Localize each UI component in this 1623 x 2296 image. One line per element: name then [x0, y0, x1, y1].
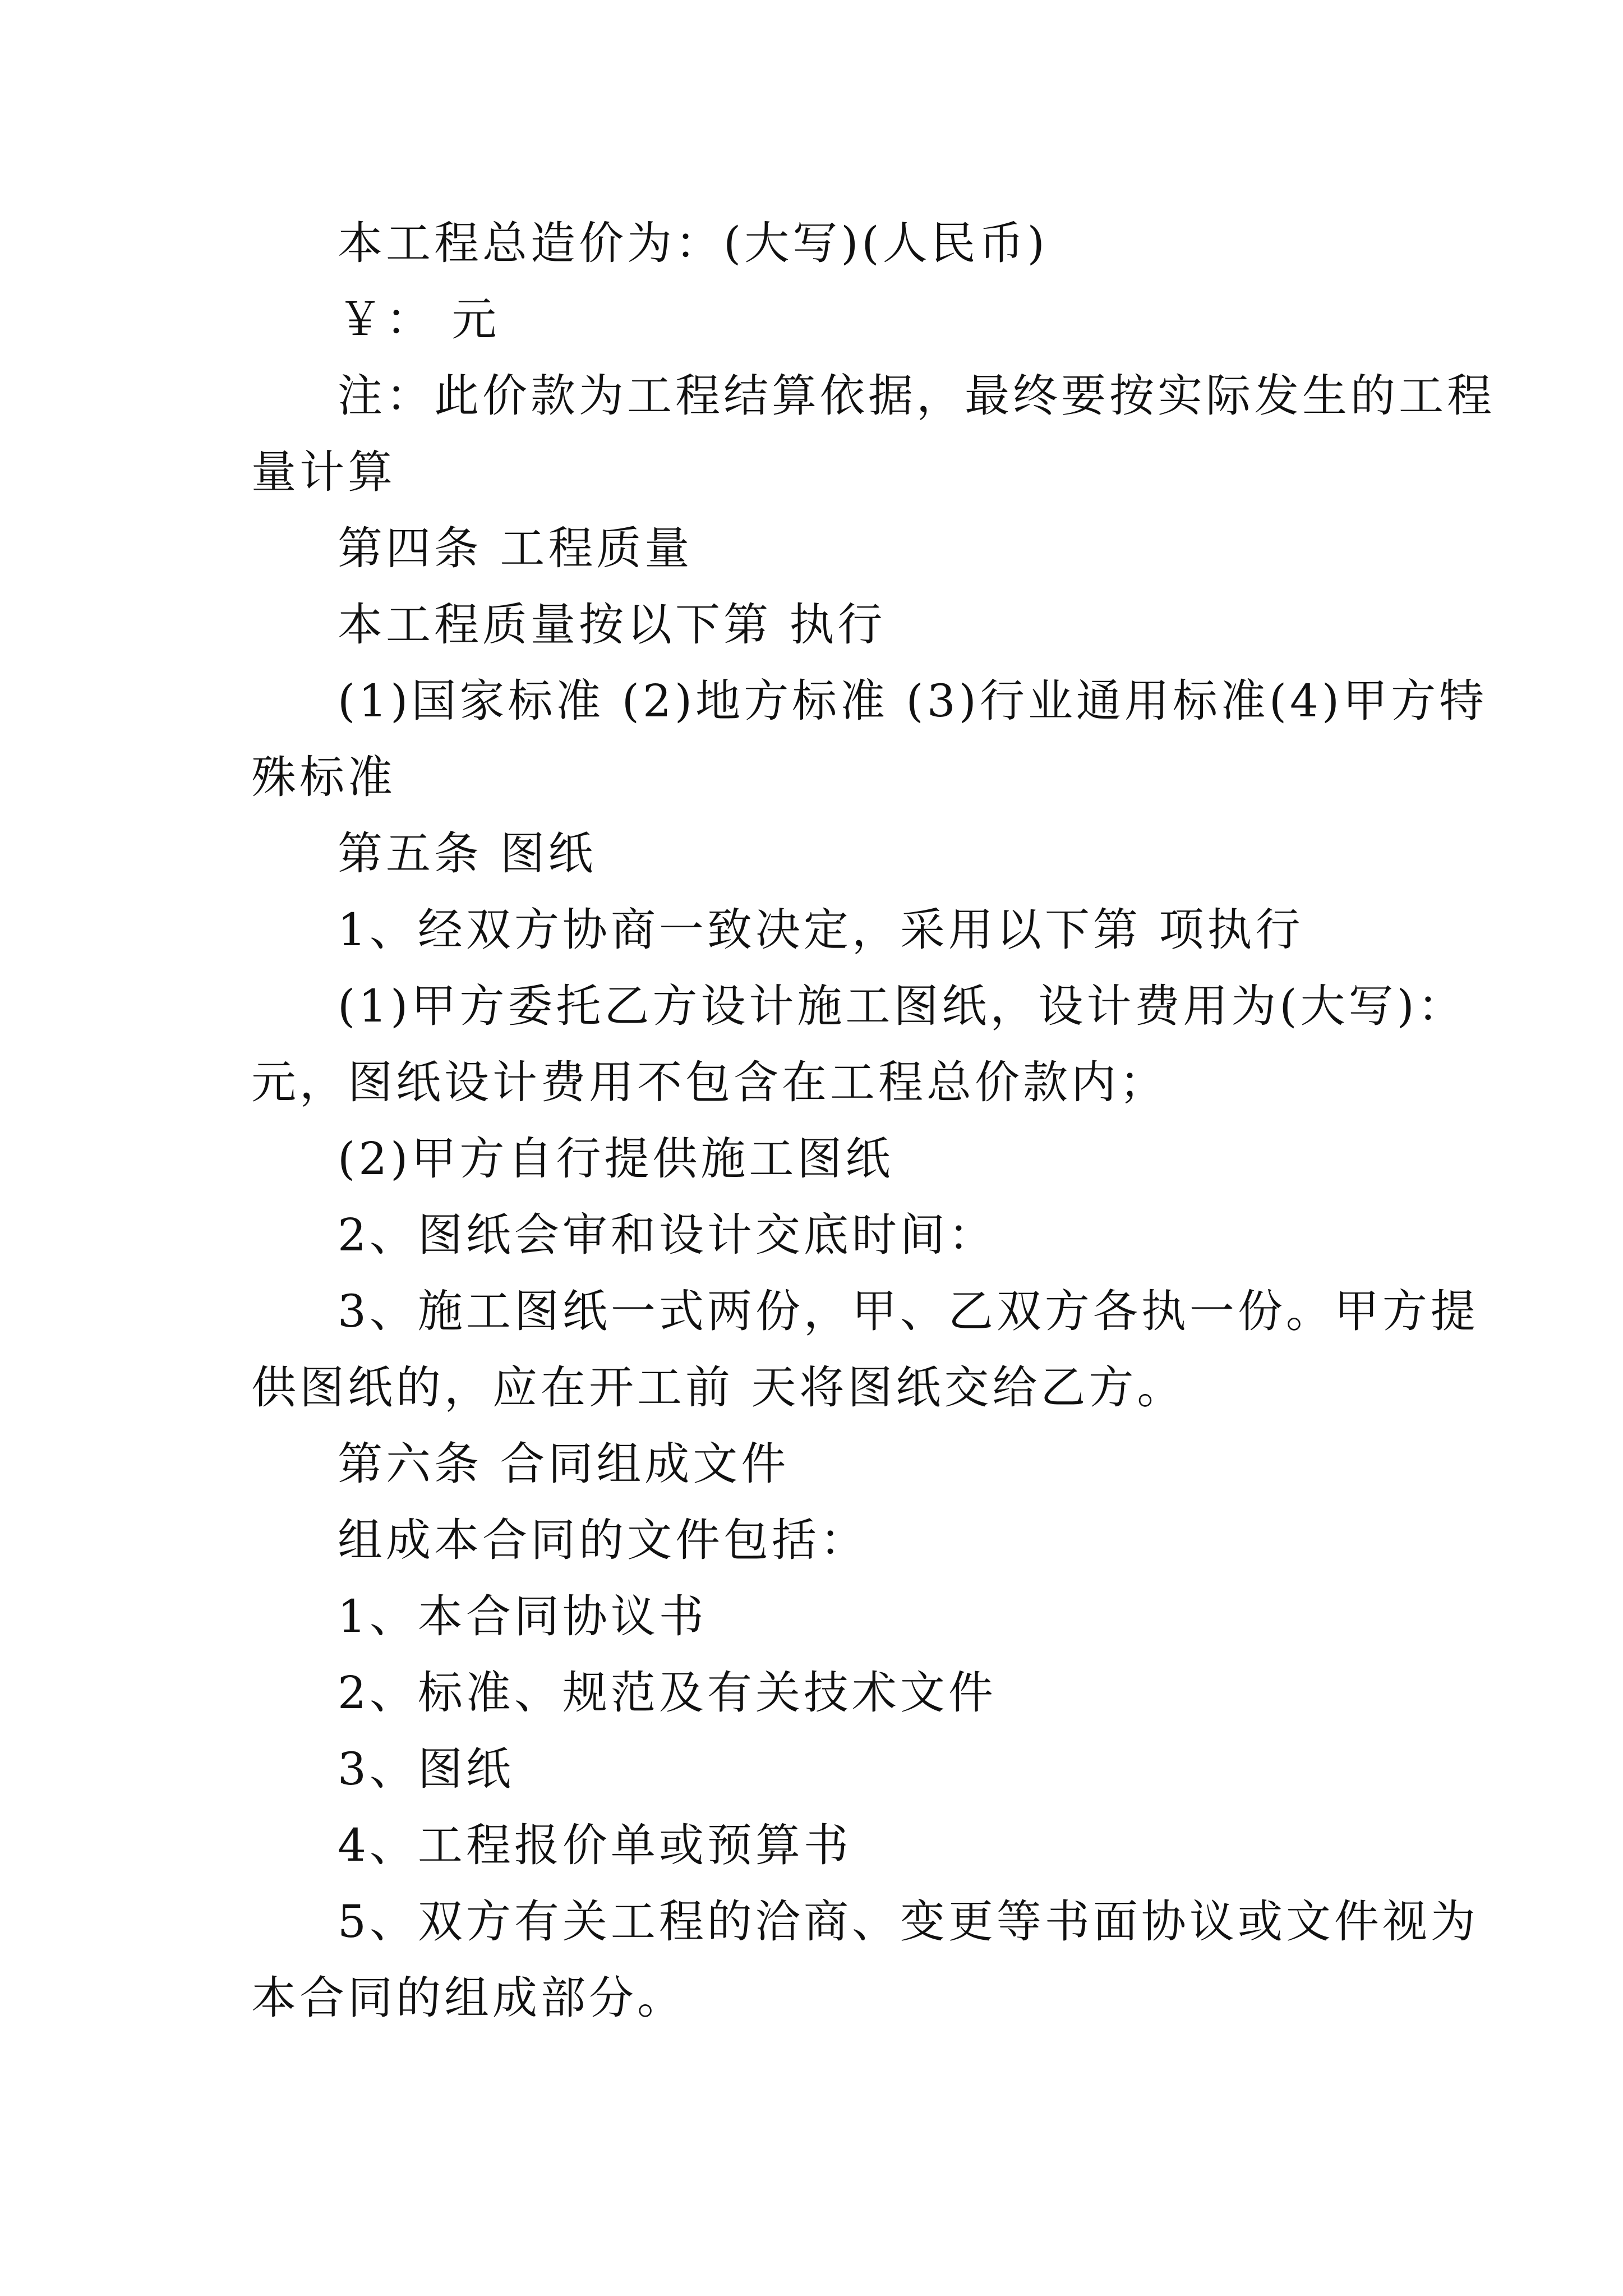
quality-standard-line: 本工程质量按以下第 执行	[338, 599, 886, 651]
drawings-item-3-continuation: 供图纸的，应在开工前 天将图纸交给乙方。	[251, 1361, 1186, 1414]
quality-options-line: (1)国家标准 (2)地方标准 (3)行业通用标准(4)甲方特	[338, 675, 1488, 727]
drawings-item-2: 2、图纸会审和设计交底时间：	[338, 1209, 997, 1261]
price-yuan-line: ￥： 元	[338, 293, 500, 346]
quality-options-continuation: 殊标准	[251, 751, 396, 803]
contract-document-5: 5、双方有关工程的洽商、变更等书面协议或文件视为	[338, 1895, 1479, 1948]
contract-document-5-continuation: 本合同的组成部分。	[251, 1972, 685, 2024]
price-note-continuation: 量计算	[251, 446, 396, 498]
article-6-heading: 第六条 合同组成文件	[338, 1438, 790, 1490]
contract-document-1: 1、本合同协议书	[338, 1590, 707, 1642]
contract-document-4: 4、工程报价单或预算书	[338, 1819, 852, 1871]
drawings-item-1: 1、经双方协商一致决定，采用以下第 项执行	[338, 904, 1304, 956]
article-5-heading: 第五条 图纸	[338, 827, 597, 880]
price-note-line: 注：此价款为工程结算依据，最终要按实际发生的工程	[338, 370, 1495, 422]
contract-documents-intro: 组成本合同的文件包括：	[338, 1514, 868, 1566]
article-4-heading: 第四条 工程质量	[338, 522, 693, 574]
contract-document-3: 3、图纸	[338, 1743, 514, 1795]
drawings-option-1-continuation: 元，图纸设计费用不包含在工程总价款内；	[251, 1056, 1168, 1108]
contract-document-2: 2、标准、规范及有关技术文件	[338, 1667, 997, 1719]
total-price-line: 本工程总造价为：(大写)(人民币)	[338, 217, 1048, 269]
drawings-option-2: (2)甲方自行提供施工图纸	[338, 1133, 894, 1185]
drawings-option-1: (1)甲方委托乙方设计施工图纸，设计费用为(大写)：	[338, 980, 1466, 1032]
drawings-item-3: 3、施工图纸一式两份，甲、乙双方各执一份。甲方提	[338, 1285, 1479, 1337]
